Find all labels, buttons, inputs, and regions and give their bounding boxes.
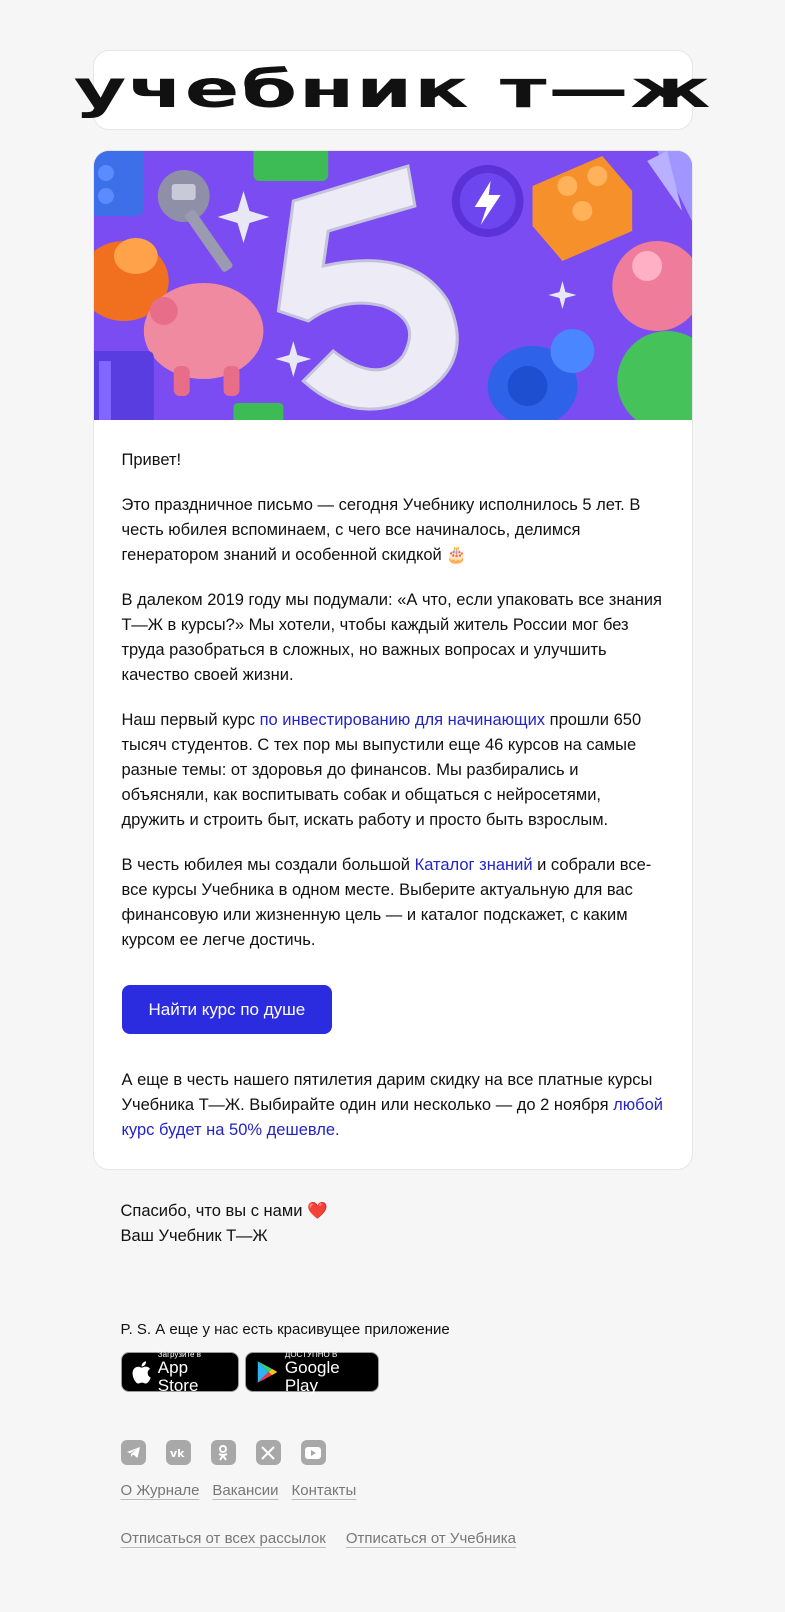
paragraph-first-course: Наш первый курс по инвестированию для начинающих прошли 650 тысяч студентов. С тех пор мы выпустили еще 46 курсов на самые разные темы: от здоровья до финансов. Мы разбирались и объясняли, как воспитывать собак и общаться с нейросетями, дружить и строить быт, искать работу и просто быть взрослым. [121, 711, 642, 829]
paragraph-intro: Это праздничное письмо — сегодня Учебнику исполнилось 5 лет. В честь юбилея вспоминаем, с чего все начиналось, делимся генератором знаний и особенной скидкой 🎂 [121, 496, 641, 564]
greeting: Привет! [121, 451, 182, 469]
knowledge-catalog-link[interactable]: Каталог знаний [414, 856, 533, 874]
vacancies-link[interactable]: Вакансии [212, 1482, 279, 1499]
email-container [73, 0, 712, 1547]
main-card [93, 150, 693, 1170]
green-brick-icon [253, 151, 328, 181]
find-course-button[interactable]: Найти курс по душе [122, 985, 333, 1034]
investing-course-link[interactable]: по инвестированию для начинающих [259, 711, 546, 729]
app-store-label: App Store [157, 1357, 199, 1395]
social-links [93, 1440, 693, 1465]
postscript: P. S. А еще у нас есть красивущее приложение [120, 1321, 450, 1338]
google-play-icon [256, 1359, 277, 1385]
svg-text:vk: vk [169, 1447, 184, 1458]
brand-logo[interactable]: учебник т—ж [73, 60, 712, 120]
hero-image [94, 151, 692, 420]
signoff [93, 1170, 693, 1249]
telegram-icon[interactable] [121, 1440, 146, 1465]
vk-icon[interactable] [166, 1440, 191, 1465]
discount-link[interactable]: любой курс будет на 50% дешевле. [121, 1096, 663, 1139]
signoff-thanks: Спасибо, что вы с нами ❤️ [120, 1202, 328, 1220]
x-icon[interactable] [256, 1440, 281, 1465]
unsubscribe-links [93, 1530, 693, 1547]
signoff-signature: Ваш Учебник Т—Ж [120, 1227, 268, 1245]
unsubscribe-all-link[interactable]: Отписаться от всех рассылок [120, 1530, 326, 1547]
about-journal-link[interactable]: О Журнале [120, 1482, 200, 1499]
app-store-button[interactable] [121, 1349, 239, 1395]
unsubscribe-uchebnik-link[interactable]: Отписаться от Учебника [345, 1530, 516, 1547]
paragraph-discount: А еще в честь нашего пятилетия дарим скидку на все платные курсы Учебника Т—Ж. Выбирайте один или несколько — до 2 ноября любой курс будет на 50% дешевле. [121, 1071, 663, 1139]
paragraph-catalog: В честь юбилея мы создали большой Каталог знаний и собрали все-все курсы Учебника в одном месте. Выберите актуальную для вас финансовую или жизненную цель — и каталог подскажет, с каким курсом ее легче достичь. [121, 856, 652, 949]
contacts-link[interactable]: Контакты [291, 1482, 357, 1499]
google-play-caption: ДОСТУПНО В [284, 1349, 338, 1359]
footer-links [93, 1482, 693, 1499]
google-play-label: Google Play [284, 1357, 340, 1395]
paragraph-history: В далеком 2019 году мы подумали: «А что, если упаковать все знания Т—Ж в курсы?» Мы хотели, чтобы каждый житель России мог без труда разобраться в сложных, но важных вопросах и улучшить качество своей жизни. [121, 591, 662, 684]
app-store-caption: Загрузите в [157, 1349, 201, 1359]
header-logo-card [73, 50, 712, 130]
google-play-button[interactable] [245, 1349, 379, 1395]
email-body [94, 420, 692, 1169]
youtube-icon[interactable] [301, 1440, 326, 1465]
apple-icon [132, 1359, 152, 1385]
blue-brick-icon [94, 151, 144, 216]
app-store-badges [93, 1349, 693, 1395]
odnoklassniki-icon[interactable] [211, 1440, 236, 1465]
